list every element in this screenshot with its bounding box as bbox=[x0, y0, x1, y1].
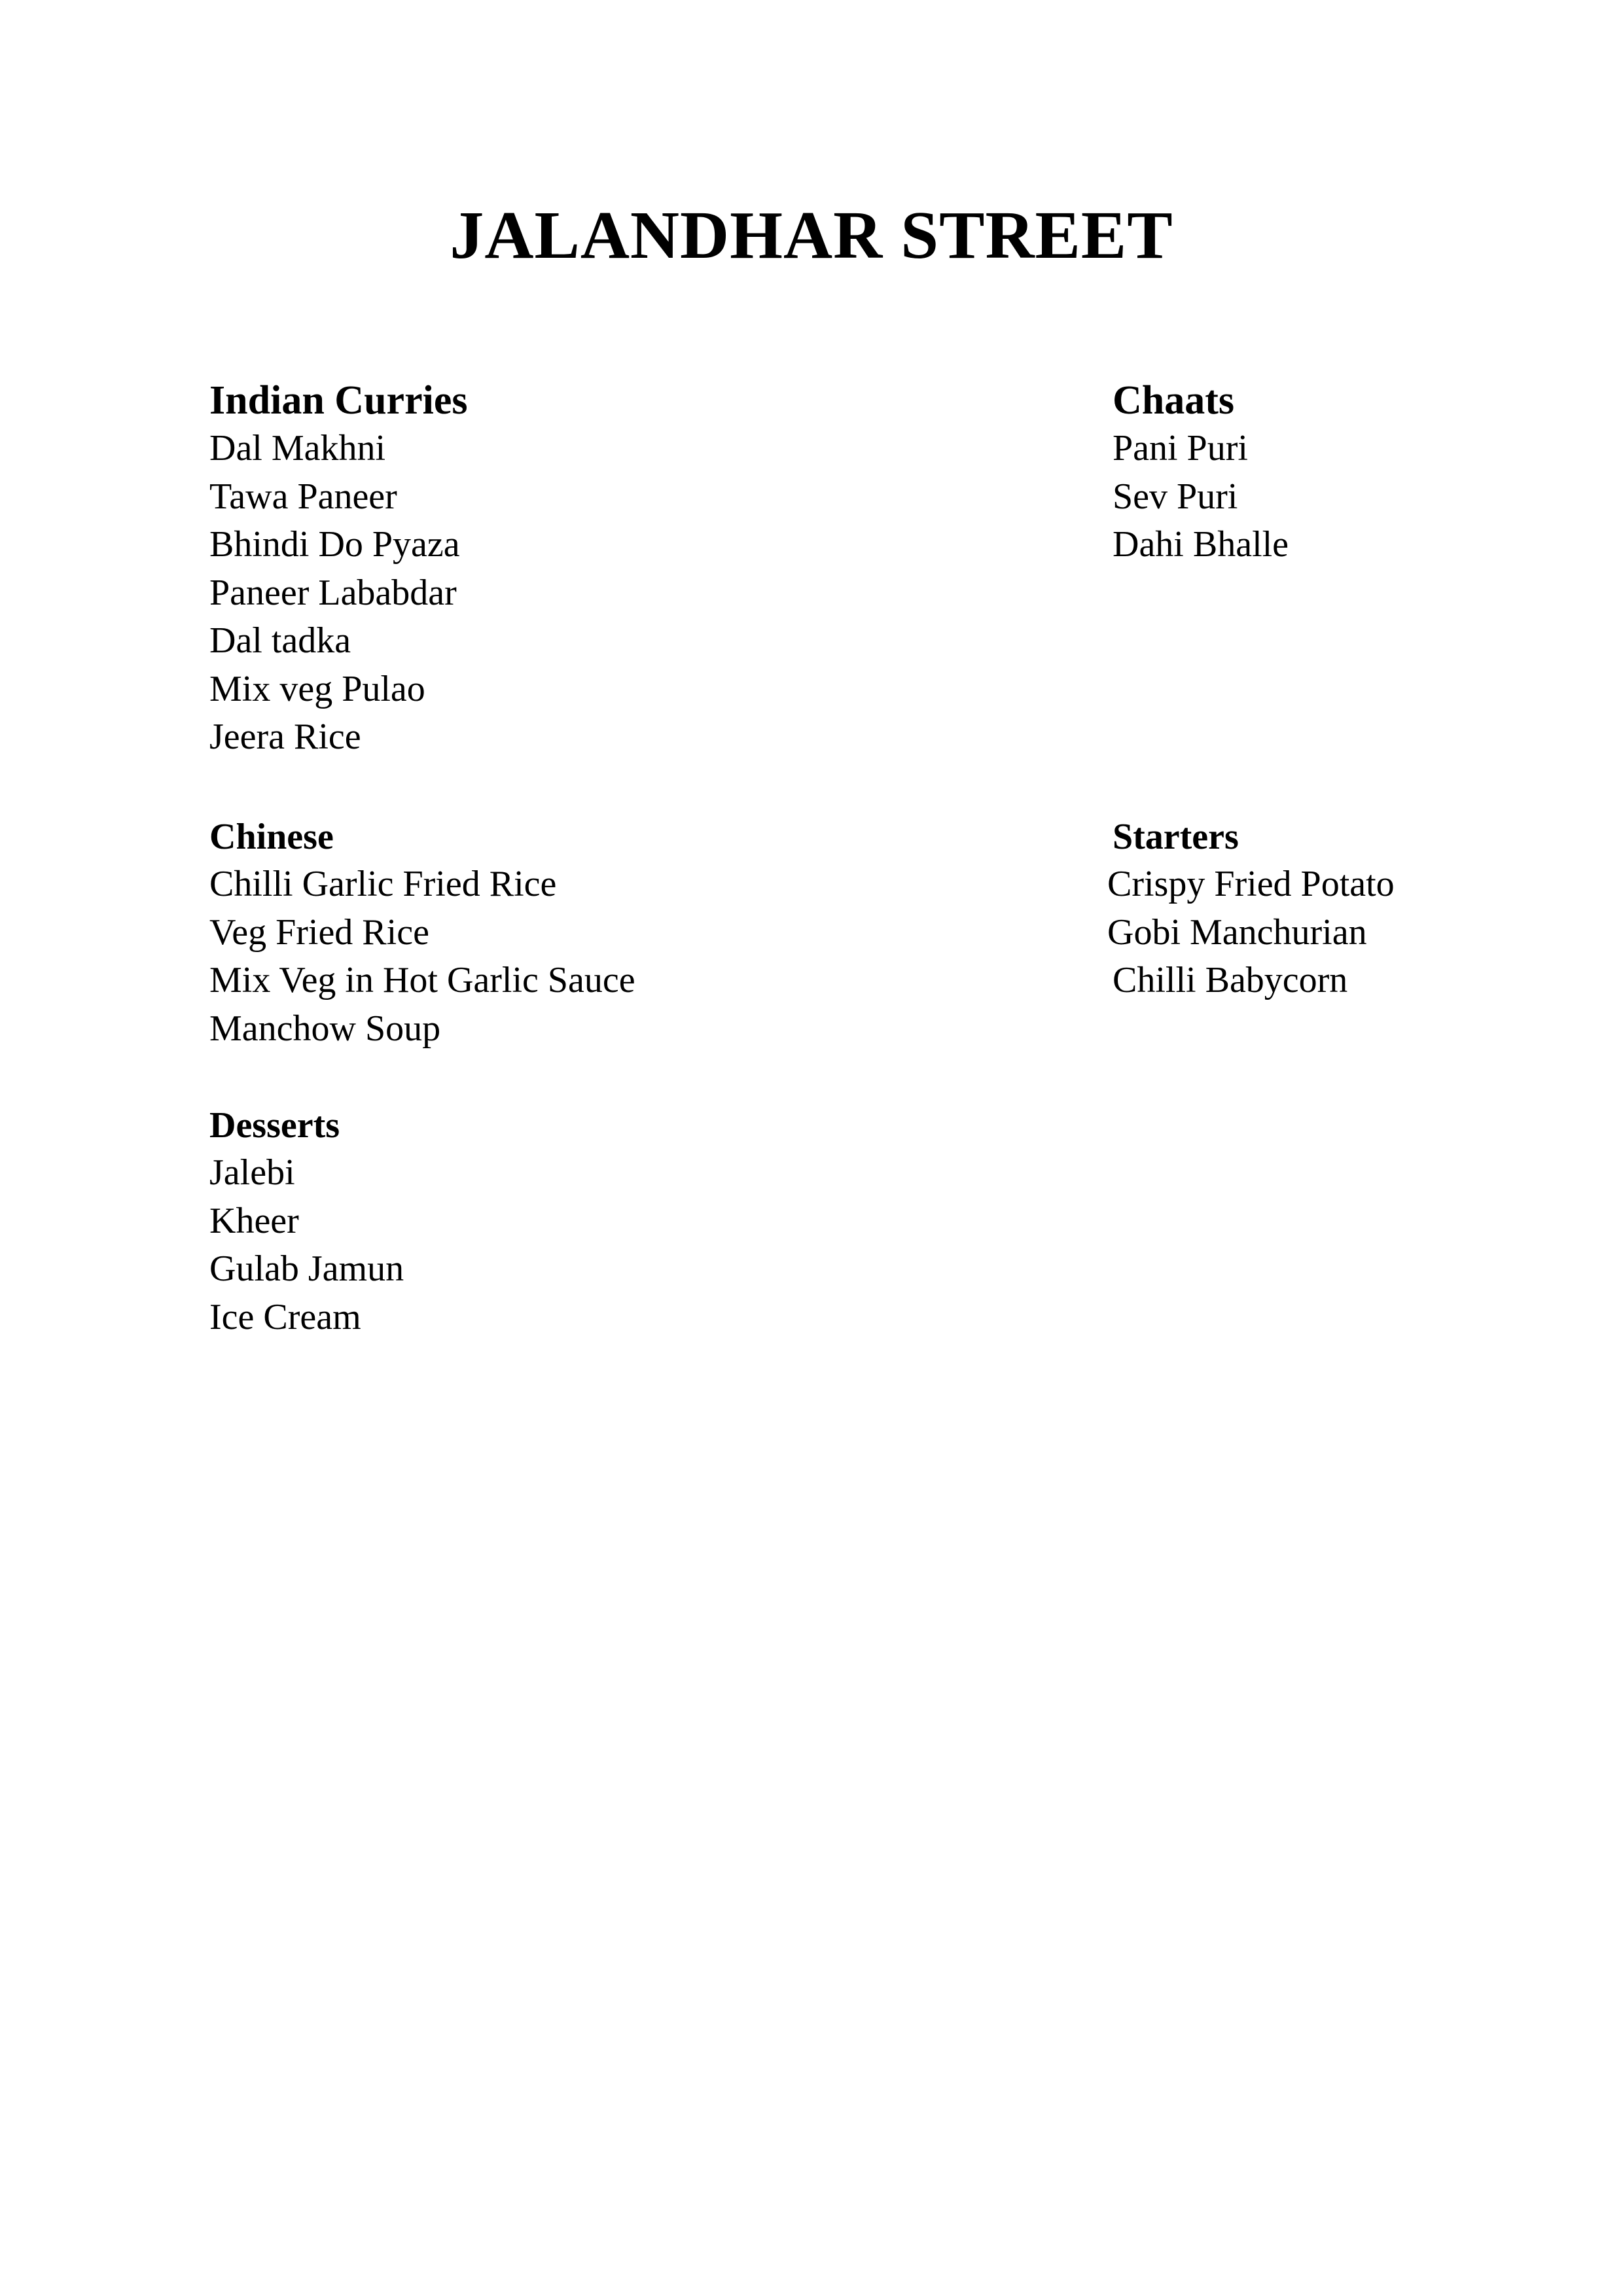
section-chinese bbox=[209, 813, 635, 1053]
section-heading: Starters bbox=[1113, 817, 1239, 857]
section-heading: Chinese bbox=[209, 817, 334, 857]
menu-item: Bhindi Do Pyaza bbox=[209, 524, 460, 565]
menu-item-list bbox=[209, 1149, 404, 1341]
menu-item: Tawa Paneer bbox=[209, 476, 397, 517]
menu-item: Chilli Garlic Fried Rice bbox=[209, 864, 557, 904]
menu-item: Pani Puri bbox=[1113, 428, 1248, 468]
section-indian-curries bbox=[209, 376, 467, 762]
section-heading: Chaats bbox=[1113, 378, 1235, 423]
menu-item-list bbox=[209, 425, 467, 762]
menu-item: Jalebi bbox=[209, 1152, 295, 1193]
section-starters bbox=[1107, 813, 1395, 1005]
menu-item: Gobi Manchurian bbox=[1107, 911, 1367, 953]
menu-item: Manchow Soup bbox=[209, 1008, 441, 1049]
menu-item: Mix Veg in Hot Garlic Sauce bbox=[209, 960, 635, 1000]
menu-item: Ice Cream bbox=[209, 1296, 361, 1337]
section-heading: Desserts bbox=[209, 1105, 340, 1146]
menu-item: Sev Puri bbox=[1113, 476, 1238, 517]
menu-item: Dahi Bhalle bbox=[1113, 524, 1289, 565]
menu-item: Jeera Rice bbox=[209, 716, 361, 757]
menu-item: Chilli Babycorn bbox=[1113, 960, 1348, 1000]
section-chaats bbox=[1113, 376, 1289, 569]
menu-item: Dal tadka bbox=[209, 620, 351, 661]
menu-item: Veg Fried Rice bbox=[209, 911, 429, 953]
menu-item: Mix veg Pulao bbox=[209, 668, 425, 709]
menu-item: Kheer bbox=[209, 1200, 299, 1241]
menu-item-list bbox=[1107, 860, 1395, 1005]
menu-item-list bbox=[209, 860, 635, 1053]
menu-item: Dal Makhni bbox=[209, 428, 386, 468]
menu-item-list bbox=[1113, 425, 1289, 569]
menu-item: Paneer Lababdar bbox=[209, 572, 457, 613]
section-heading: Indian Curries bbox=[209, 378, 468, 423]
menu-item: Crispy Fried Potato bbox=[1107, 864, 1395, 904]
menu-title: JALANDHAR STREET bbox=[450, 198, 1173, 273]
section-desserts bbox=[209, 1102, 404, 1341]
menu-item: Gulab Jamun bbox=[209, 1248, 404, 1289]
